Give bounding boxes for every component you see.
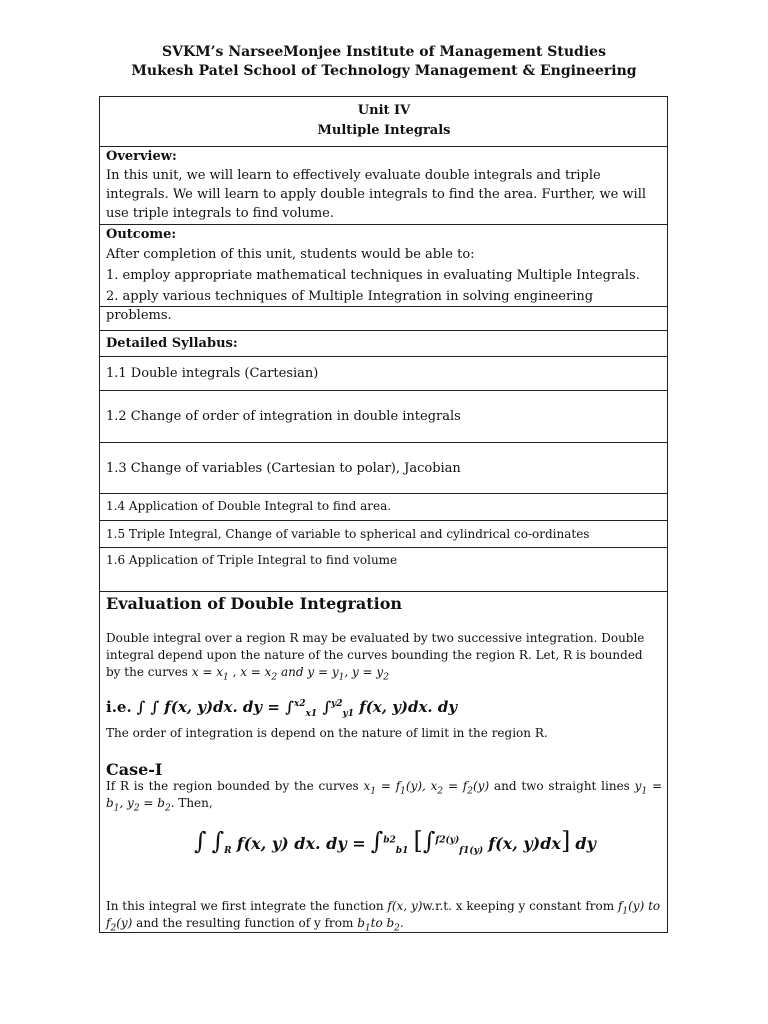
- syllabus-item: 1.6 Application of Triple Integral to find volume: [106, 553, 398, 567]
- bounding-curves-line: by the curves $x = x_1$ , $x = x_2$ and $y = y_1$, $y = y_2$: [106, 665, 389, 683]
- outcome-item: 2. apply various techniques of Multiple Integration in solving engineering problems.: [106, 289, 594, 323]
- evaluation-heading: Evaluation of Double Integration: [106, 594, 403, 613]
- integration-note: In this integral we first integrate the function f(x, y)w.r.t. x keeping y constant from $f_1(y)$ to $f_2(y)$ and the resulting function of y from $b_1to$ $b_2$.: [106, 899, 661, 934]
- syllabus-item: 1.3 Change of variables (Cartesian to polar), Jacobian: [106, 461, 461, 476]
- syllabus-item: 1.5 Triple Integral, Change of variable to spherical and cylindrical co-ordinates: [106, 527, 590, 541]
- syllabus-item: 1.1 Double integrals (Cartesian): [106, 366, 319, 381]
- unit-subtitle: Multiple Integrals: [317, 123, 451, 138]
- order-note: The order of integration is depend on the nature of limit in the region R.: [106, 726, 548, 740]
- double-integral-formula: i.e. ∫ ∫ f(x, y)dx. dy = ∫$^{x2}_{x1}$ ∫$^{y2}_{y1}$ f(x, y)dx. dy: [106, 698, 458, 719]
- school-name: Mukesh Patel School of Technology Management & Engineering: [131, 63, 637, 79]
- outcome-intro: After completion of this unit, students would be able to:: [106, 247, 475, 262]
- outcome-heading: Outcome:: [106, 227, 177, 242]
- syllabus-item: 1.4 Application of Double Integral to find area.: [106, 499, 392, 513]
- syllabus-item: 1.2 Change of order of integration in double integrals: [106, 409, 461, 424]
- overview-heading: Overview:: [106, 149, 177, 164]
- institute-name: SVKM’s NarseeMonjee Institute of Management Studies: [162, 44, 606, 60]
- outcome-item: 1. employ appropriate mathematical techniques in evaluating Multiple Integrals.: [106, 268, 640, 283]
- syllabus-heading: Detailed Syllabus:: [106, 336, 238, 351]
- overview-text: In this unit, we will learn to effectively evaluate double integrals and triple integrals. We will learn to apply double integrals to find the area. Further, we will use triple integrals to find volume.: [106, 168, 647, 221]
- case-description: If R is the region bounded by the curves $x_1 = f_1(y)$, $x_2 = f_2(y)$ and two straight lines $y_1 = b_1$, $y_2 = b_2$. Then,: [106, 779, 663, 814]
- case-formula: ∫ $\int_R$ f(x, y) dx. dy = ∫$^{b2}_{b1}$ [∫$^{f2(y)}_{f1(y)}$ f(x, y)dx] dy: [194, 827, 596, 857]
- unit-title: Unit IV: [357, 103, 411, 118]
- evaluation-paragraph: Double integral over a region R may be evaluated by two successive integration. Double integral depend upon the nature of the curves bounding the region R. Let, R is bounded: [106, 631, 645, 662]
- case-heading: Case-I: [106, 760, 163, 779]
